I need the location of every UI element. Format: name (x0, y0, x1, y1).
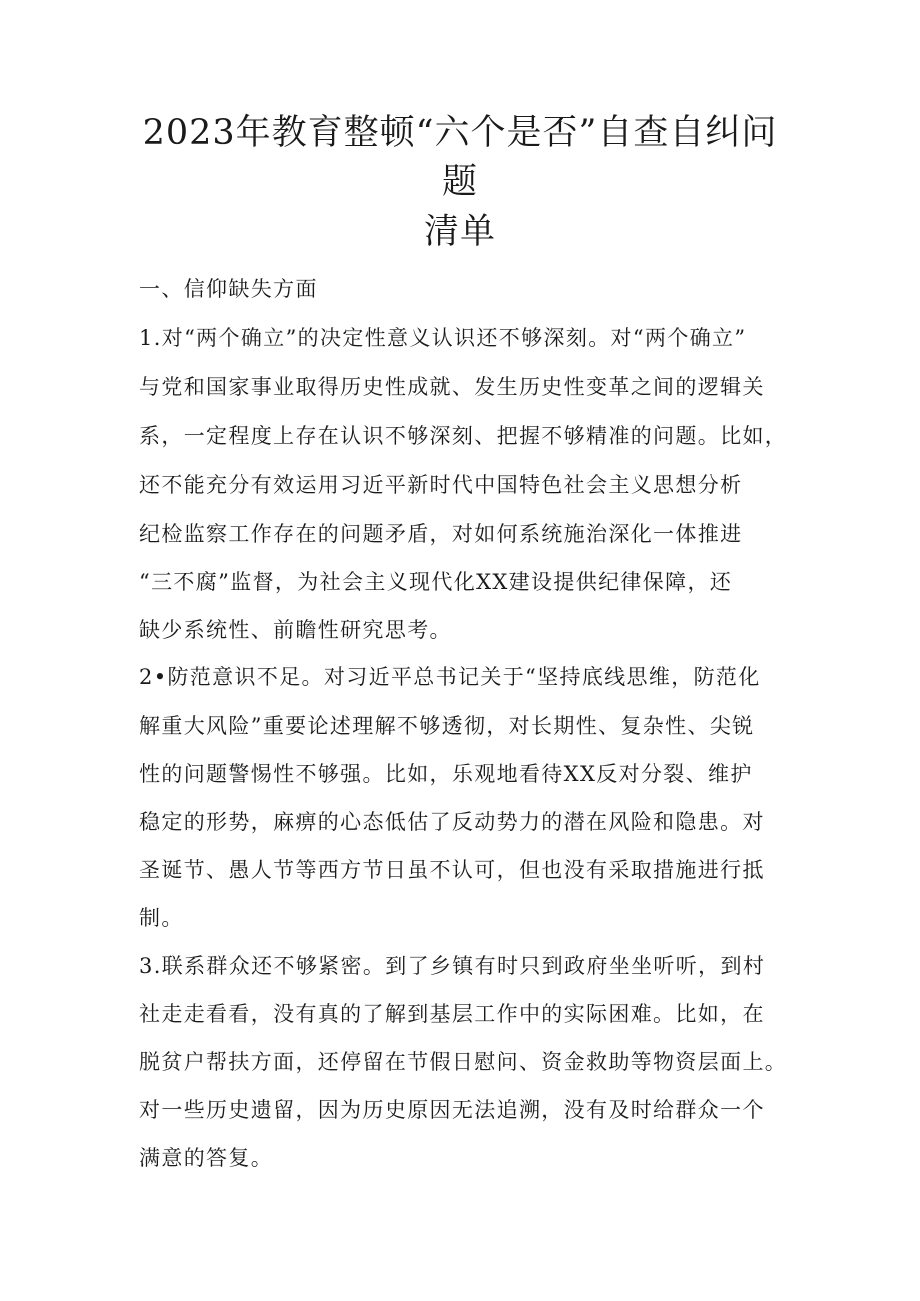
item-1-line: 系，一定程度上存在认识不够深刻、把握不够精准的问题。比如， (139, 424, 788, 448)
item-3-line: 对一些历史遗留，因为历史原因无法追溯，没有及时给群众一个 (139, 1098, 765, 1122)
item-1-line: 与党和国家事业取得历史性成就、发生历史性变革之间的逻辑关 (139, 375, 765, 399)
document-title-line-3: 清单 (423, 212, 496, 252)
item-1-line: 还不能充分有效运用习近平新时代中国特色社会主义思想分析 (139, 473, 743, 497)
item-2-line: 2•防范意识不足。对习近平总书记关于“坚持底线思维，防范化 (139, 665, 761, 689)
item-3-line: 脱贫户帮扶方面，还停留在节假日慰问、资金救助等物资层面上。 (139, 1050, 788, 1074)
item-1-line: 纪检监察工作存在的问题矛盾，对如何系统施治深化一体推进 (139, 522, 743, 546)
item-2-line: 圣诞节、愚人节等西方节日虽不认可，但也没有采取措施进行抵 (139, 858, 765, 882)
item-2-line: 性的问题警惕性不够强。比如，乐观地看待XX反对分裂、维护 (139, 762, 753, 786)
item-1-line: 缺少系统性、前瞻性研究思考。 (139, 618, 452, 642)
item-3-line: 3.联系群众还不够紧密。到了乡镇有时只到政府坐坐听听，到村 (139, 954, 766, 978)
item-2-line: 制。 (139, 906, 184, 930)
item-3-line: 社走走看看，没有真的了解到基层工作中的实际困难。比如，在 (139, 1002, 765, 1026)
item-1-line: 1.对“两个确立”的决定性意义认识还不够深刻。对“两个确立” (139, 326, 747, 350)
section-heading: 一、信仰缺失方面 (139, 277, 318, 301)
item-2-line: 稳定的形势，麻痹的心态低估了反动势力的潜在风险和隐患。对 (139, 810, 765, 834)
document-title-line-1: 2023年教育整顿“六个是否”自查自纠问 (142, 113, 778, 153)
document-title-line-2: 题 (441, 162, 478, 202)
item-1-line: “三不腐”监督，为社会主义现代化XX建设提供纪律保障，还 (139, 570, 733, 594)
item-2-line: 解重大风险”重要论述理解不够透彻，对长期性、复杂性、尖锐 (139, 714, 755, 738)
item-3-line: 满意的答复。 (139, 1146, 274, 1170)
